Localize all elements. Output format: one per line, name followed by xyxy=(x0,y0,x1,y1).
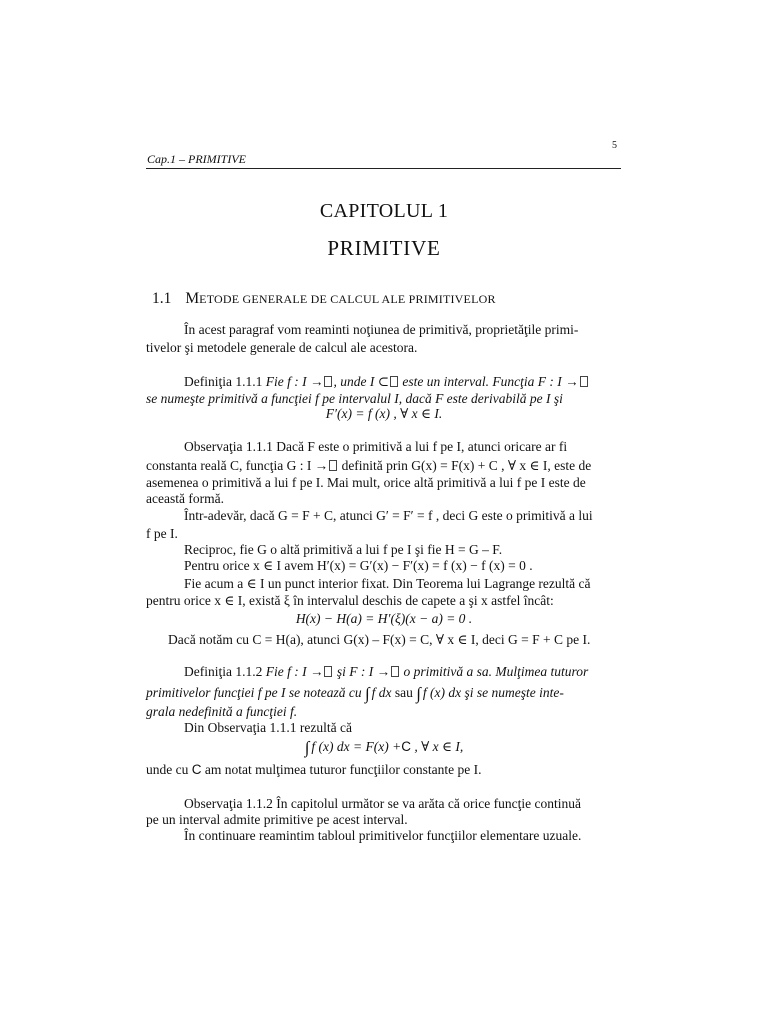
def-text: unde cu xyxy=(146,762,192,777)
observation-1-1-1-line-5: Într-adevăr, dacă G = F + C, atunci G′ = F′ = f , deci G este o primitivă a lui xyxy=(184,508,593,523)
intro-line-2: tivelor şi metodele generale de calcul ale acestora. xyxy=(146,340,418,355)
def-text: f dx xyxy=(371,685,392,700)
definition-1-1-1-line-2: se numeşte primitivă a funcţiei f pe intervalul I, dacă F este derivabilă pe I şi xyxy=(146,391,563,406)
definition-1-1-2-line-1 xyxy=(146,664,622,680)
observation-1-1-1-line-7: Reciproc, fie G o altă primitivă a lui f pe I şi fie H = G – F. xyxy=(184,542,503,557)
page-number: 5 xyxy=(612,140,617,151)
integral-sign: ∫ xyxy=(416,684,421,703)
definition-1-1-2-line-4: Din Observaţia 1.1.1 rezultă că xyxy=(184,720,352,735)
constant-set-symbol: C xyxy=(401,739,411,754)
real-numbers-symbol-icon xyxy=(391,666,399,677)
chapter-title: PRIMITIVE xyxy=(327,236,441,260)
real-numbers-symbol-icon xyxy=(329,460,337,471)
real-numbers-symbol-icon xyxy=(390,376,398,387)
formula-text: , ∀ x ∈ I, xyxy=(410,739,464,754)
def-text: este un interval. Funcţia F : I → xyxy=(399,374,579,389)
obs-text: constanta reală C, funcţia G : I → xyxy=(146,458,329,473)
def-text: Fie f : I → xyxy=(265,374,324,389)
definition-1-1-1-line-1 xyxy=(146,374,622,390)
observation-label: Observaţia 1.1.1 xyxy=(184,439,273,454)
observation-1-1-1-line-1 xyxy=(146,439,622,455)
def-text: , unde I ⊂ xyxy=(333,374,390,389)
real-numbers-symbol-icon xyxy=(324,376,332,387)
observation-1-1-2-line-1 xyxy=(146,796,622,812)
definition-1-1-2-line-5 xyxy=(146,762,622,778)
lagrange-formula: H(x) − H(a) = H′(ξ)(x − a) = 0 . xyxy=(295,611,473,626)
def-text: Fie f : I → xyxy=(265,664,324,679)
obs-text: În capitolul următor se va arăta că orice funcţie continuă xyxy=(272,796,581,811)
intro-line-1: În acest paragraf vom reaminti noţiunea de primitivă, proprietăţile primi- xyxy=(184,322,579,337)
def-text: primitivelor funcţiei f pe I se notează cu xyxy=(146,685,362,700)
indefinite-integral-formula xyxy=(146,738,622,758)
real-numbers-symbol-icon xyxy=(580,376,588,387)
obs-text: definită prin G(x) = F(x) + C , ∀ x ∈ I, este de xyxy=(338,458,592,473)
real-numbers-symbol-icon xyxy=(324,666,332,677)
observation-1-1-2-line-3: În continuare reamintim tabloul primitivelor funcţiilor elementare uzuale. xyxy=(184,828,582,843)
chapter-label: CAPITOLUL 1 xyxy=(319,200,449,222)
constant-set-symbol: C xyxy=(191,762,202,777)
header-divider xyxy=(146,168,621,169)
definition-1-1-1-formula: F′(x) = f (x) , ∀ x ∈ I. xyxy=(325,406,443,421)
section-number: 1.1 xyxy=(152,290,172,307)
observation-1-1-1-line-9: Fie acum a ∈ I un punct interior fixat. Din Teorema lui Lagrange rezultă că xyxy=(184,576,591,591)
observation-1-1-1-line-10: pentru orice x ∈ I, există ξ în intervalul deschis de capete a şi x astfel încât: xyxy=(146,593,554,608)
formula-text: f (x) dx = F(x) + xyxy=(311,739,402,754)
integral-sign: ∫ xyxy=(364,684,370,703)
obs-text: Dacă F este o primitivă a lui f pe I, atunci oricare ar fi xyxy=(272,439,568,454)
definition-1-1-2-line-2 xyxy=(146,684,622,704)
observation-1-1-1-line-4: această formă. xyxy=(146,491,224,506)
observation-1-1-1-line-11: Dacă notăm cu C = H(a), atunci G(x) – F(x) = C, ∀ x ∈ I, deci G = F + C pe I. xyxy=(168,632,591,647)
def-text: o primitivă a sa. Mulţimea tuturor xyxy=(400,664,589,679)
def-text: sau xyxy=(391,685,417,700)
observation-1-1-1-line-2 xyxy=(146,458,622,474)
observation-1-1-1-line-8: Pentru orice x ∈ I avem H′(x) = G′(x) − F′(x) = f (x) − f (x) = 0 . xyxy=(184,558,533,573)
observation-1-1-1-line-6: f pe I. xyxy=(146,526,178,541)
integral-sign: ∫ xyxy=(304,738,310,757)
def-text: şi F : I → xyxy=(333,664,391,679)
observation-1-1-1-line-3: asemenea o primitivă a lui f pe I. Mai mult, orice altă primitivă a lui f pe I este de xyxy=(146,475,586,490)
observation-1-1-2-line-2: pe un interval admite primitive pe acest interval. xyxy=(146,812,408,827)
definition-label: Definiţia 1.1.2 xyxy=(184,664,263,679)
observation-label: Observaţia 1.1.2 xyxy=(184,796,273,811)
def-text: am notat mulţimea tuturor funcţiilor constante pe I. xyxy=(201,762,482,777)
definition-label: Definiţia 1.1.1 xyxy=(184,374,263,389)
def-text: şi se numeşte inte- xyxy=(461,685,564,700)
def-text: f (x) dx xyxy=(422,685,462,700)
running-header: Cap.1 – PRIMITIVE xyxy=(147,152,246,166)
section-heading xyxy=(152,290,496,308)
definition-1-1-2-line-3: grala nedefinită a funcţiei f. xyxy=(146,704,298,719)
section-title-rest: ETODE GENERALE DE CALCUL ALE PRIMITIVELOR xyxy=(199,292,496,306)
section-title-initial: M xyxy=(185,290,200,307)
